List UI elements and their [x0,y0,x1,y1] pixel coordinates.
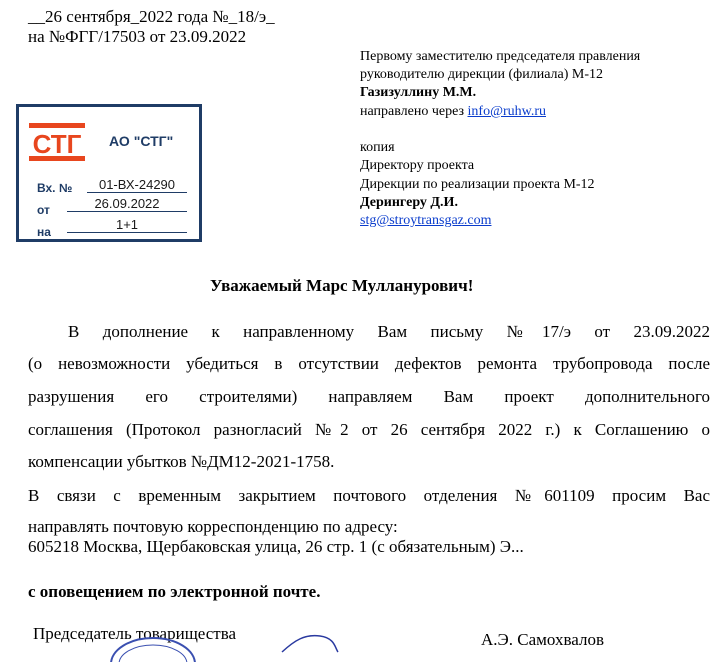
paragraph2-line-1: В связи с временным закрытием почтового отделения №601109 просим Вас [28,486,710,505]
salutation: Уважаемый Марс Мулланурович! [210,276,474,295]
email-notice: с оповещением по электронной почте. [28,582,321,601]
stamp-pages: 1+1 [67,217,187,233]
paragraph1-line-2: (о невозможности убедиться в отсутствии дефектов ремонта трубопровода после [28,354,710,373]
signature-stroke-icon [280,630,340,654]
stamp-in-label: Вх. № [37,181,73,195]
addressee-line-2: руководителю дирекции (филиала) М-12 [360,67,604,82]
stamp-from-label: от [37,203,50,217]
copy-line-2: Дирекции по реализации проекта М-12 [360,177,595,192]
incoming-registration-stamp [16,104,202,242]
stamp-in-number: 01-ВХ-24290 [87,177,187,193]
sent-via-line [360,103,546,121]
copy-line-1: Директору проекта [360,158,475,173]
cropped-address-line [28,537,588,559]
copy-name: Дерингеру Д.И. [360,195,458,210]
organization-seal-icon [108,622,198,662]
copy-email-row [360,212,491,230]
stg-logo-icon [29,123,85,161]
cropped-address-text: 605218 Москва, Щербаковская улица, 26 стр. 1 (с обязательным) Э... [28,537,524,556]
signatory-title: Председатель товарищества [33,624,237,643]
copy-email-link[interactable]: stg@stroytransgaz.com [360,213,492,228]
signatory-name: А.Э. Самохвалов [481,630,604,649]
logo-text: СТГ [32,129,82,159]
addressee-line-1: Первому заместителю председателя правления [360,49,641,64]
letter-date-number: __26 сентября_2022 года №_18/э_ [28,7,275,26]
paragraph2-line-2: направлять почтовую корреспонденцию по адресу: [28,517,398,536]
stamp-company-name: АО "СТГ" [109,133,174,149]
stamp-date: 26.09.2022 [67,196,187,212]
paragraph1-line-1: В дополнение к направленному Вам письму №17/э от 23.09.2022 [68,322,710,341]
stamp-on-label: на [37,225,51,239]
paragraph1-line-4: соглашения (Протокол разногласий №2 от 26 сентября 2022 г.) к Соглашению о [28,420,710,439]
sent-via-label: направлено через [360,104,465,119]
reference-line: на №ФГГ/17503 от 23.09.2022 [28,27,247,46]
addressee-name: Газизуллину М.М. [360,85,477,100]
paragraph1-line-5: компенсации убытков №ДМ12-2021-1758. [28,452,335,471]
addressee-email-link[interactable]: info@ruhw.ru [467,104,546,119]
paragraph1-line-3: разрушения его строителями) направляем Вам проект дополнительного [28,387,710,406]
copy-label: копия [360,140,395,155]
